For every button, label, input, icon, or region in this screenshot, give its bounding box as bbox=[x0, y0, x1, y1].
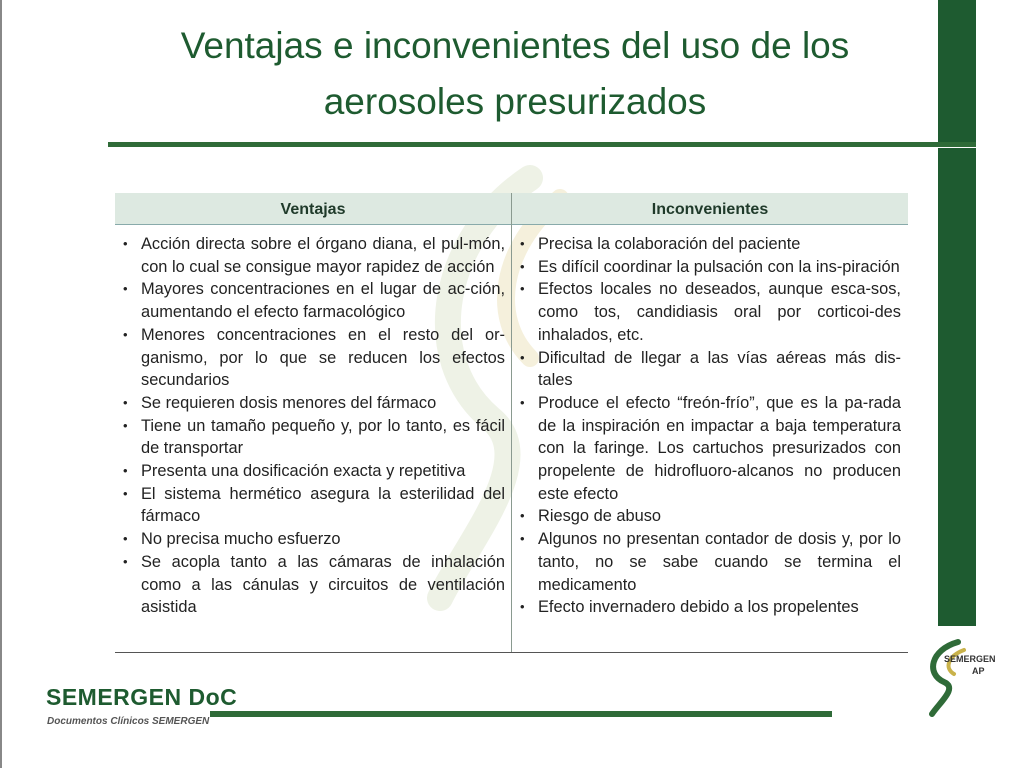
inconveniente-text: Produce el efecto “freón-frío”, que es la pa-rada de la inspiración en impactar a baja temperatura con la faringe. Los cartuchos presurizados con propelente de hidrofluoro-alcanos no producen este efecto bbox=[538, 393, 901, 503]
bullet-icon: • bbox=[123, 553, 128, 569]
inconveniente-text: Es difícil coordinar la pulsación con la ins-piración bbox=[538, 257, 900, 276]
inconvenientes-list bbox=[518, 233, 901, 619]
ventaja-text: Se acopla tanto a las cámaras de inhalación como a las cánulas y circuitos de ventilación asistida bbox=[141, 552, 505, 617]
ventaja-item bbox=[121, 324, 505, 392]
inconveniente-item bbox=[518, 278, 901, 346]
logo-subtext: AP bbox=[972, 666, 985, 676]
ventaja-item bbox=[121, 233, 505, 278]
ventaja-item bbox=[121, 278, 505, 323]
left-border-line bbox=[0, 0, 2, 768]
inconveniente-text: Riesgo de abuso bbox=[538, 507, 662, 526]
header-inconvenientes: Inconvenientes bbox=[651, 201, 769, 218]
inconveniente-text: Efecto invernadero debido a los propelentes bbox=[538, 598, 859, 617]
right-green-bar-lower bbox=[938, 148, 976, 626]
inconveniente-item bbox=[518, 347, 901, 392]
bullet-icon: • bbox=[123, 417, 128, 433]
bullet-icon: • bbox=[520, 349, 525, 365]
inconveniente-item bbox=[518, 256, 901, 279]
ventaja-item bbox=[121, 483, 505, 528]
bullet-icon: • bbox=[520, 508, 525, 524]
ventaja-text: Mayores concentraciones en el lugar de ac-ción, aumentando el efecto farmacológico bbox=[141, 280, 505, 322]
brand-subtitle: Documentos Clínicos SEMERGEN bbox=[47, 716, 210, 727]
ventaja-item bbox=[121, 460, 505, 483]
title-line-2: aerosoles presurizados bbox=[323, 81, 707, 122]
bullet-icon: • bbox=[123, 394, 128, 410]
ventaja-text: Menores concentraciones en el resto del or-ganismo, por lo que se reducen los efectos secundarios bbox=[141, 325, 505, 390]
inconveniente-text: Efectos locales no deseados, aunque esca-sos, como tos, candidiasis oral por corticoi-des inhalados, etc. bbox=[538, 280, 901, 344]
ventaja-item bbox=[121, 392, 505, 415]
inconveniente-item bbox=[518, 596, 901, 619]
bullet-icon: • bbox=[123, 236, 128, 251]
ventajas-list bbox=[121, 233, 505, 619]
ventaja-text: El sistema hermético asegura la esterilidad del fármaco bbox=[141, 484, 505, 526]
ventaja-text: Acción directa sobre el órgano diana, el pul-món, con lo cual se consigue mayor rapidez de acción bbox=[141, 235, 505, 276]
inconveniente-item bbox=[518, 233, 901, 256]
right-green-bar-top bbox=[938, 0, 976, 142]
inconveniente-item bbox=[518, 392, 901, 506]
title-line-1: Ventajas e inconvenientes del uso de los bbox=[180, 25, 850, 66]
brand-logo-text: SEMERGEN DoC bbox=[46, 684, 238, 710]
ventaja-text: No precisa mucho esfuerzo bbox=[141, 530, 341, 549]
bullet-icon: • bbox=[123, 531, 128, 547]
inconveniente-text: Precisa la colaboración del paciente bbox=[538, 235, 801, 253]
ventaja-item bbox=[121, 528, 505, 551]
semergen-logo-icon bbox=[918, 636, 982, 718]
bullet-icon: • bbox=[520, 531, 525, 547]
ventaja-text: Presenta una dosificación exacta y repetitiva bbox=[141, 462, 466, 481]
inconveniente-text: Dificultad de llegar a las vías aéreas más dis-tales bbox=[538, 348, 901, 390]
slide-title bbox=[110, 18, 920, 130]
logo-text: SEMERGEN bbox=[944, 654, 996, 664]
footer-rule bbox=[210, 711, 832, 717]
bullet-icon: • bbox=[123, 485, 128, 501]
ventaja-text: Se requieren dosis menores del fármaco bbox=[141, 393, 437, 412]
title-underline bbox=[108, 142, 976, 147]
bullet-icon: • bbox=[520, 236, 525, 251]
bullet-icon: • bbox=[520, 258, 525, 274]
bullet-icon: • bbox=[123, 463, 128, 479]
inconveniente-text: Algunos no presentan contador de dosis y, por lo tanto, no se sabe cuando se termina el medicamento bbox=[538, 530, 901, 594]
bullet-icon: • bbox=[123, 326, 128, 342]
bullet-icon: • bbox=[123, 281, 128, 297]
header-ventajas: Ventajas bbox=[280, 201, 346, 218]
column-divider bbox=[511, 193, 512, 652]
ventaja-text: Tiene un tamaño pequeño y, por lo tanto, es fácil de transportar bbox=[141, 416, 505, 458]
ventaja-item bbox=[121, 551, 505, 619]
bullet-icon: • bbox=[520, 599, 525, 615]
comparison-table bbox=[115, 193, 908, 653]
inconveniente-item bbox=[518, 528, 901, 596]
ventaja-item bbox=[121, 415, 505, 460]
inconveniente-item bbox=[518, 505, 901, 528]
bullet-icon: • bbox=[520, 394, 525, 410]
bullet-icon: • bbox=[520, 281, 525, 297]
